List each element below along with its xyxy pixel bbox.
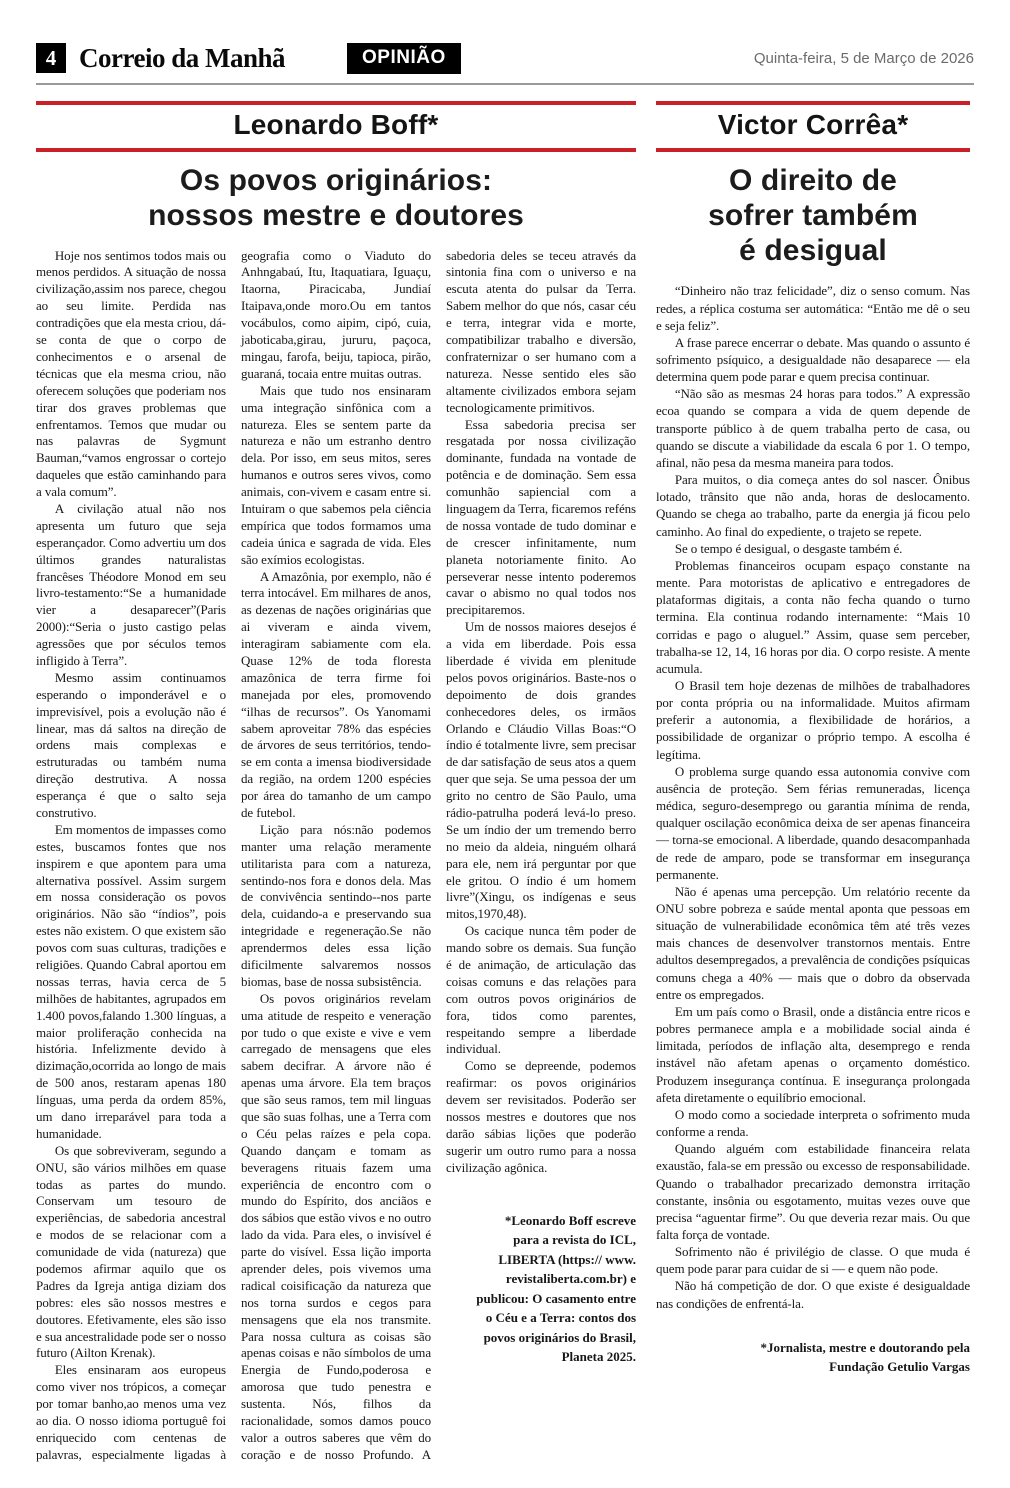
signature-line: *Leonardo Boff escreve	[504, 1212, 636, 1228]
headline-line: é desigual	[739, 233, 887, 267]
paragraph: Quando alguém com estabilidade financeira relata exaustão, fala-se em pressão ou excesso de responsabilidade. Quando o trabalhador precarizado demonstra irritação constante, insônia ou esgotamento, muitas vezes ouve que precisa “aguentar firme”. Ou que deveria rezar mais. Ou que falta força de vontade.	[656, 1141, 970, 1242]
paragraph: Eles ensinaram aos europeus como viver nos trópicos, a começar por tomar banho,ao menos uma vez ao dia. O nosso idioma portuguê foi enriquecido com centenas de palavras, especialmente ligadas à geografia como o Viaduto do Anhngabaú, Itu, Itaquatiara, Iguaçu, Itaorna, Piracicaba, Jundiaí Itaipava,onde moro.Ou em tantos vocábulos, como aipim, cipó, cuia, jaboticaba,girau, jururu, paçoca, mingau, farofa, beiju, tapioca, pirão, guaraná, tocaia entre muitas outras.	[36, 247, 431, 1462]
paragraph: Em momentos de impasses como estes, buscamos fontes que nos inspirem e que apontem para uma alternativa possível. Assim surgem em nossa consideração os povos originários. Não são “índios”, pois estes não existem. O que existem são povos com suas culturas, tradições e religiões. Quando Cabral aportou em nossas terras, havia cerca de 5 milhões de habitantes, agrupados em 1.400 povos,falando 1.300 línguas, a maior proliferação conhecida na história. Infelizmente devido à dizimação,ocorrida ao longo de mais de 500 anos, restaram apenas 180 línguas, uma perda da ordem 85%, um dano irreparável para toda a humanidade.	[36, 821, 226, 1141]
paragraph: Problemas financeiros ocupam espaço constante na mente. Para motoristas de aplicativo e entregadores de plataformas digitais, a conta não fecha quando o turno termina. Ela continua rodando internamente: “Mais 10 corridas e pago o aluguel.” Assim, quase sem perceber, trabalha-se 12, 14, 16 horas por dia. O corpo resiste. A mente acumula.	[656, 557, 970, 676]
right-article-body	[656, 282, 970, 1376]
paragraph: O problema surge quando essa autonomia convive com ausência de proteção. Sem férias remuneradas, licença médica, seguro-desemprego ou garantia mínima de renda, qualquer oscilação econômica deixa de ser apenas financeira — torna-se emocional. A liberdade, quando desacompanhada de rede de amparo, pode se transformar em insegurança permanente.	[656, 763, 970, 882]
signature-line: publicou: O casamento entre	[476, 1290, 636, 1306]
paragraph: Um de nossos maiores desejos é a vida em liberdade. Pois essa liberdade é vivida em plenitude pelos povos originários. Baste-nos o depoimento de dois grandes conhecedores deles, os irmãos Orlando e Cláudio Villas Boas:“O índio é totalmente livre, sem precisar de dar satisfação de seus atos a quem quer que seja. Se uma pessoa der um grito no centro de São Paulo, uma rádio-patrulha poderá levá-lo preso. Se um índio der um tremendo berro no meio da aldeia, ninguém olhará para ele, nem irá perguntar por que ele gritou. O índio é um homem livre”(Xingu, os indígenas e seus mitos,1970,48).	[446, 619, 636, 922]
paragraph: Os que sobreviveram, segundo a ONU, são vários milhões em quase todas as partes do mundo. Conservam um tesouro de experiências, de sabedoria ancestral e modos de se relacionar com a comunidade de vida (natureza) que podemos afirmar aquilo que os Padres da Igreja antiga diziam dos pobres: eles são nossos mestres e doutores. Efetivamente, eles são isso e sua ancestralidade pode ser o nosso futuro (Ailton Krenak).	[36, 1142, 226, 1361]
header-divider	[36, 83, 974, 85]
left-headline	[36, 164, 636, 234]
paragraph: O Brasil tem hoje dezenas de milhões de trabalhadores por conta própria ou na informalidade. Muitos afirmam preferir a autonomia, a flexibilidade de horários, a possibilidade de organizar o próprio tempo. A escolha é legítima.	[656, 677, 970, 762]
paragraph: Em um país como o Brasil, onde a distância entre ricos e pobres permanece ampla e a mobilidade social ainda é limitada, períodos de inflação alta, desemprego e renda instável não afetam apenas o orçamento doméstico. Produzem insegurança contínua. E insegurança prolongada afeta diretamente o equilíbrio emocional.	[656, 1003, 970, 1105]
article-right	[656, 101, 970, 1377]
left-author-byline: Leonardo Boff*	[233, 109, 439, 140]
signature-line: LIBERTA (https:// www.	[498, 1251, 636, 1267]
right-author-signature	[656, 1338, 970, 1377]
right-headline	[656, 164, 970, 268]
paragraph: Mais que tudo nos ensinaram uma integração sinfônica com a natureza. Eles se sentem parte da natureza e não um estranho dentro dela. Por isso, em seus mitos, seres humanos e outros seres vivos, como animais, con-vivem e casam entre si. Intuiram o que sabemos pela ciência empírica que todos formamos uma cadeia única e sagrada de vida. Eles são exímios ecologistas.	[241, 382, 431, 567]
paragraph: Hoje nos sentimos todos mais ou menos perdidos. A situação de nossa civilização,assim nos parece, chegou ao seu limite. Perdida nas contradições que ela mesta criou, dá-se conta de que o corpo de conhecimentos e o arsenal de técnicas que ela mesma criou, não oferecem soluções que poderiam nos tirar dos graves problemas que enfrentamos. Temos que mudar ou nas palavras de Sygmunt Bauman,“vamos engrossar o cortejo daqueles que estão caminhando para a vala comum”.	[36, 247, 226, 500]
newspaper-masthead: Correio da Manhã	[79, 42, 285, 73]
signature-line: revistaliberta.com.br) e	[505, 1271, 636, 1287]
left-article-body	[36, 248, 636, 1472]
headline-line: Os povos originários:	[179, 164, 493, 197]
paragraph: A frase parece encerrar o debate. Mas quando o assunto é sofrimento psíquico, a desigualdade não desaparece — ela determina quem pode parar e quem precisa continuar.	[656, 334, 970, 385]
section-label: OPINIÃO	[347, 43, 461, 74]
paragraph: O modo como a sociedade interpreta o sofrimento muda conforme a renda.	[656, 1106, 970, 1140]
paragraph: Os povos originários revelam uma atitude de respeito e veneração por tudo o que existe e vive e vem carregado de mensagens que eles sabem decifrar. A árvore não é apenas uma árvore. Ela tem braços que são seus ramos, tem mil linguas que são suas folhas, une a Terra com o Céu pelas raízes e pela copa. Quando dançam e tomam as beveragens rituais fazem uma experiência de encontro com o mundo do Espírito, dos anciãos e dos sábios que estão vivos e no outro lado da vida. Para eles, o invisível é parte do visível. Essa lição importa aprender deles, pois vivemos uma radical coisificação da natureza que nos torna surdos e cegos para mensagens que ela nos transmite. Para nossa cultura as coisas são apenas coisas e não símbolos de uma Energia de Fundo,poderosa e amorosa que tudo penestra e sustenta. Nós, filhos da racionalidade, somos damos pouco valor a outros saberes que vêm do coração e de nosso Profundo. A sabedoria deles se teceu através da sintonia fina com o universo e na escuta atenta do pulsar da Terra. Sabem melhor do que nós, casar céu e terra, integrar vida e morte, compatibilizar trabalho e diversão, confraternizar o ser humano com a natureza. Nesse sentido eles são altamente civilizados embora sejam tecnologicamente primitivos.	[241, 247, 636, 1462]
paragraph: A Amazônia, por exemplo, não é terra intocável. Em milhares de anos, as dezenas de nações originárias que ai viveram e ainda vivem, interagiram sabiamente com ela. Quase 12% de toda floresta amazônica de terra firme foi manejada por eles, promovendo “ilhas de recursos”. Os Yanomami sabem aproveitar 78% das espécies de árvores de seus territórios, tendo-se em conta a imensa biodiversidade da região, na ordem 1200 espécies por área do tamanho de um campo de futebol.	[241, 568, 431, 820]
paragraph: Os cacique nunca têm poder de mando sobre os demais. Sua função é de animação, de articulação das coisas comuns e das relações para com outros povos originários de fora, tidos como parentes, respeitando sempre a liberdade individual.	[446, 923, 636, 1057]
signature-line: povos originários do Brasil,	[483, 1329, 636, 1345]
right-author-byline: Victor Corrêa*	[717, 109, 909, 140]
signature-line: o Céu e a Terra: contos dos	[485, 1310, 636, 1326]
headline-line: O direito de	[729, 164, 897, 197]
paragraph: Sofrimento não é privilégio de classe. O que muda é quem pode parar para cuidar de si — e quem não pode.	[656, 1244, 970, 1277]
paragraph: Não há competição de dor. O que existe é desigualdade nas condições de enfrentá-la.	[656, 1278, 970, 1311]
paragraph: Para muitos, o dia começa antes do sol nascer. Ônibus lotado, trânsito que não anda, horas de deslocamento. Quando se chega ao trabalho, parte da energia já ficou pelo caminho. Ao final do expediente, o trajeto se repete.	[656, 472, 970, 539]
left-author-signature	[446, 1211, 636, 1367]
signature-line: Fundação Getulio Vargas	[829, 1359, 970, 1375]
paragraph: A civilação atual não nos apresenta um futuro que seja esperançador. Como advertiu um dos últimos grandes naturalistas francêses Théodore Monod em seu livro-testamento:“Se a humanidade vier a desaparecer”(Paris 2000):“Seria o justo castigo pelas agressões que por séculos temos infligido à Terra”.	[36, 500, 226, 668]
signature-line: *Jornalista, mestre e doutorando pela	[760, 1339, 970, 1355]
left-byline-box	[36, 101, 636, 152]
paragraph: Como se depreende, podemos reafirmar: os povos originários devem ser revisitados. Poderão ser nossos mestres e doutores que nos darão sábias lições que poderão sugerir um outro rumo para a nossa civilização agônica.	[446, 1058, 636, 1175]
article-left	[36, 101, 636, 1472]
signature-line: para a revista do ICL,	[513, 1232, 636, 1248]
page-number: 4	[36, 43, 66, 73]
paragraph: “Não são as mesmas 24 horas para todos.” A expressão ecoa quando se compara a vida de quem depende de transporte público à de quem trabalha perto de casa, ou quando se discute a viabilidade da escala 6 por 1. O tempo, afinal, não pesa da mesma maneira para todos.	[656, 386, 970, 470]
edition-date: Quinta-feira, 5 de Março de 2026	[753, 49, 974, 67]
paragraph: Se o tempo é desigual, o desgaste também é.	[674, 540, 903, 556]
right-byline-box	[656, 101, 970, 152]
signature-line: Planeta 2025.	[561, 1349, 636, 1365]
articles-row	[36, 101, 974, 1472]
paragraph: Mesmo assim continuamos esperando o imponderável e o imprevisível, pois a evolução não é linear, mas dá saltos na direção de ordens mais complexas e estruturadas ou também numa direção destrutiva. A nossa esperança é que o salto seja construtivo.	[36, 669, 226, 820]
headline-line: nossos mestre e doutores	[148, 198, 524, 232]
paragraph: Não é apenas uma percepção. Um relatório recente da ONU sobre pobreza e saúde mental aponta que pessoas em situação de vulnerabilidade econômica têm até três vezes mais chances de desenvolver transtornos mentais. Entre adultos desempregados, a prevalência de condições psíquicas comuns chega a 40% — mais que o dobro da observada entre os empregados.	[656, 883, 970, 1002]
paragraph: “Dinheiro não traz felicidade”, diz o senso comum. Nas redes, a réplica costuma ser automática: “Então me dê o seu e seja feliz”.	[656, 283, 970, 333]
page-header	[36, 42, 974, 74]
headline-line: sofrer também	[708, 198, 918, 232]
paragraph: Essa sabedoria precisa ser resgatada por nossa civilização dominante, fundada na vontade de potência e de dominação. Sem essa comunhão sapiencial com a linguagem da Terra, ficaremos reféns de nossa vontade de tudo dominar e de crescer infinitamente, num planeta notoriamente finito. Ao perseverar nesse intento poderemos cavar o abismo no qual todos nos precipitaremos.	[446, 416, 636, 618]
paragraph: Lição para nós:não podemos manter uma relação meramente utilitarista para com a natureza, sentindo-nos fora e donos dela. Mas de convivência sentindo--nos parte dela, cuidando-a e preservando sua integridade e regeneração.Se não aprendermos deles essa lição dificilmente salvaremos nossos biomas, base de nossa subsistência.	[241, 821, 431, 989]
